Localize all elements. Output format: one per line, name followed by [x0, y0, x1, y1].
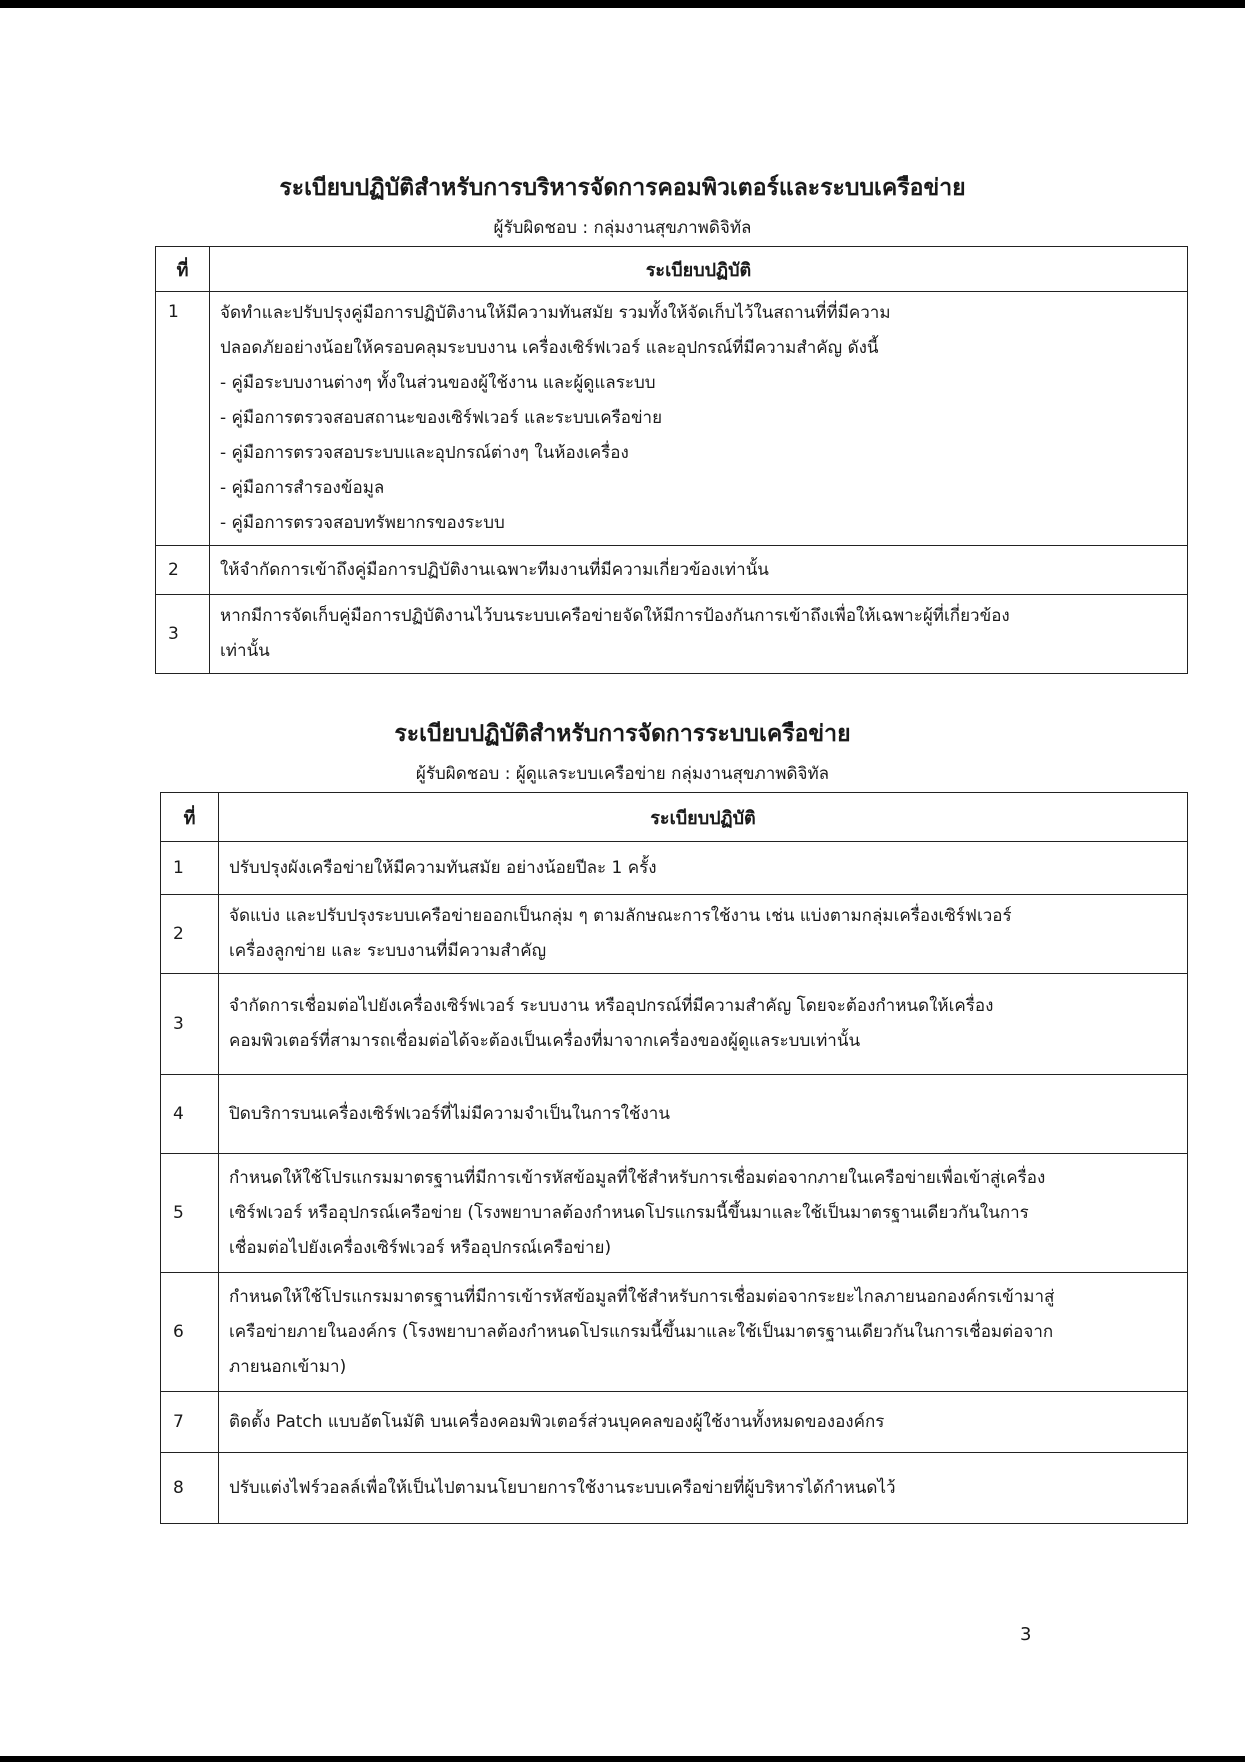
row-number: 7	[161, 1392, 219, 1453]
row-text	[210, 595, 1188, 674]
row-number: 2	[161, 895, 219, 974]
row-number: 6	[161, 1273, 219, 1392]
row-line: - คู่มือการตรวจสอบทรัพยากรของระบบ	[220, 513, 505, 533]
row-line: เชื่อมต่อไปยังเครื่องเซิร์ฟเวอร์ หรืออุปกรณ์เครือข่าย)	[229, 1237, 612, 1258]
row-number: 1	[161, 842, 219, 895]
scan-top-edge	[0, 0, 1245, 8]
table-row	[161, 1453, 1188, 1524]
section1-responsible: ผู้รับผิดชอบ : กลุ่มงานสุขภาพดิจิทัล	[493, 218, 752, 238]
row-text	[219, 1075, 1188, 1154]
row-number: 8	[161, 1453, 219, 1524]
section2-table	[160, 792, 1188, 1524]
table-row	[161, 1075, 1188, 1154]
row-number: 4	[161, 1075, 219, 1154]
row-line: - คู่มือการตรวจสอบสถานะของเซิร์ฟเวอร์ และระบบเครือข่าย	[220, 408, 663, 428]
row-line: เซิร์ฟเวอร์ หรืออุปกรณ์เครือข่าย (โรงพยาบาลต้องกำหนดโปรแกรมนี้ขึ้นมาและใช้เป็นมาตรฐานเดียวกันในการ	[229, 1202, 1029, 1223]
table-header-row	[161, 793, 1188, 842]
row-line: คอมพิวเตอร์ที่สามารถเชื่อมต่อได้จะต้องเป็นเครื่องที่มาจากเครื่องของผู้ดูแลระบบเท่านั้น	[229, 1031, 861, 1051]
row-line: ภายนอกเข้ามา)	[229, 1356, 347, 1377]
row-line: จัดแบ่ง และปรับปรุงระบบเครือข่ายออกเป็นกลุ่ม ๆ ตามลักษณะการใช้งาน เช่น แบ่งตามกลุ่มเครื่องเซิร์ฟเวอร์	[229, 906, 1012, 926]
row-text	[210, 546, 1188, 595]
section-network-management	[0, 716, 1245, 787]
section2-title: ระเบียบปฏิบัติสำหรับการจัดการระบบเครือข่าย	[394, 721, 851, 747]
row-line: เครือข่ายภายในองค์กร (โรงพยาบาลต้องกำหนดโปรแกรมนี้ขึ้นมาและใช้เป็นมาตรฐานเดียวกันในการเชื่อมต่อจาก	[229, 1321, 1054, 1342]
header-no: ที่	[156, 247, 210, 292]
table-row	[156, 292, 1188, 546]
table-row	[161, 1273, 1188, 1392]
row-line: กำหนดให้ใช้โปรแกรมมาตรฐานที่มีการเข้ารหัสข้อมูลที่ใช้สำหรับการเชื่อมต่อจากภายในเครือข่ายเพื่อเข้าสู่เครื่อง	[229, 1167, 1046, 1188]
row-line: เท่านั้น	[220, 641, 270, 661]
row-line: จำกัดการเชื่อมต่อไปยังเครื่องเซิร์ฟเวอร์ ระบบงาน หรืออุปกรณ์ที่มีความสำคัญ โดยจะต้องกำหนดให้เครื่อง	[229, 996, 994, 1016]
header-rule: ระเบียบปฏิบัติ	[219, 793, 1188, 842]
row-line: - คู่มือการตรวจสอบระบบและอุปกรณ์ต่างๆ ในห้องเครื่อง	[220, 443, 629, 463]
header-rule: ระเบียบปฏิบัติ	[210, 247, 1188, 292]
row-number: 2	[156, 546, 210, 595]
row-number: 5	[161, 1154, 219, 1273]
table-row	[161, 895, 1188, 974]
row-number: 1	[156, 292, 210, 546]
row-text	[219, 1154, 1188, 1273]
row-line: - คู่มือการสำรองข้อมูล	[220, 478, 385, 498]
section-computer-network-management	[0, 170, 1245, 241]
row-line: หากมีการจัดเก็บคู่มือการปฏิบัติงานไว้บนระบบเครือข่ายจัดให้มีการป้องกันการเข้าถึงเพื่อให้เฉพาะผู้ที่เกี่ยวข้อง	[220, 606, 1010, 626]
table-row	[156, 546, 1188, 595]
section1-title: ระเบียบปฏิบัติสำหรับการบริหารจัดการคอมพิวเตอร์และระบบเครือข่าย	[279, 175, 966, 201]
table-row	[156, 595, 1188, 674]
row-text	[219, 974, 1188, 1075]
row-text	[219, 1392, 1188, 1453]
row-line: เครื่องลูกข่าย และ ระบบงานที่มีความสำคัญ	[229, 941, 547, 961]
section1-table	[155, 246, 1188, 674]
row-line: ติดตั้ง Patch แบบอัตโนมัติ บนเครื่องคอมพิวเตอร์ส่วนบุคคลของผู้ใช้งานทั้งหมดขององค์กร	[229, 1411, 885, 1432]
table-row	[161, 842, 1188, 895]
row-text	[219, 1273, 1188, 1392]
row-line: จัดทำและปรับปรุงคู่มือการปฏิบัติงานให้มีความทันสมัย รวมทั้งให้จัดเก็บไว้ในสถานที่ที่มีความ	[220, 303, 891, 323]
table-row	[161, 974, 1188, 1075]
header-no: ที่	[161, 793, 219, 842]
row-text	[219, 842, 1188, 895]
row-text	[219, 1453, 1188, 1524]
row-line: ปลอดภัยอย่างน้อยให้ครอบคลุมระบบงาน เครื่องเซิร์ฟเวอร์ และอุปกรณ์ที่มีความสำคัญ ดังนี้	[220, 338, 879, 358]
table-row	[161, 1154, 1188, 1273]
row-line: กำหนดให้ใช้โปรแกรมมาตรฐานที่มีการเข้ารหัสข้อมูลที่ใช้สำหรับการเชื่อมต่อจากระยะไกลภายนอกองค์กรเข้ามาสู่	[229, 1286, 1055, 1307]
row-number: 3	[161, 974, 219, 1075]
table-header-row	[156, 247, 1188, 292]
row-line: ปรับแต่งไฟร์วอลล์เพื่อให้เป็นไปตามนโยบายการใช้งานระบบเครือข่ายที่ผู้บริหารได้กำหนดไว้	[229, 1477, 896, 1498]
row-line: ให้จำกัดการเข้าถึงคู่มือการปฏิบัติงานเฉพาะทีมงานที่มีความเกี่ยวข้องเท่านั้น	[220, 559, 769, 580]
table-row	[161, 1392, 1188, 1453]
page-number: 3	[1020, 1624, 1032, 1645]
row-line: - คู่มือระบบงานต่างๆ ทั้งในส่วนของผู้ใช้งาน และผู้ดูแลระบบ	[220, 373, 656, 393]
section2-responsible: ผู้รับผิดชอบ : ผู้ดูแลระบบเครือข่าย กลุ่มงานสุขภาพดิจิทัล	[415, 764, 830, 784]
row-line: ปิดบริการบนเครื่องเซิร์ฟเวอร์ที่ไม่มีความจำเป็นในการใช้งาน	[229, 1103, 670, 1124]
row-line: ปรับปรุงผังเครือข่ายให้มีความทันสมัย อย่างน้อยปีละ 1 ครั้ง	[229, 857, 657, 878]
row-text	[219, 895, 1188, 974]
row-number: 3	[156, 595, 210, 674]
row-text	[210, 292, 1188, 546]
scan-bottom-edge	[0, 1756, 1245, 1762]
